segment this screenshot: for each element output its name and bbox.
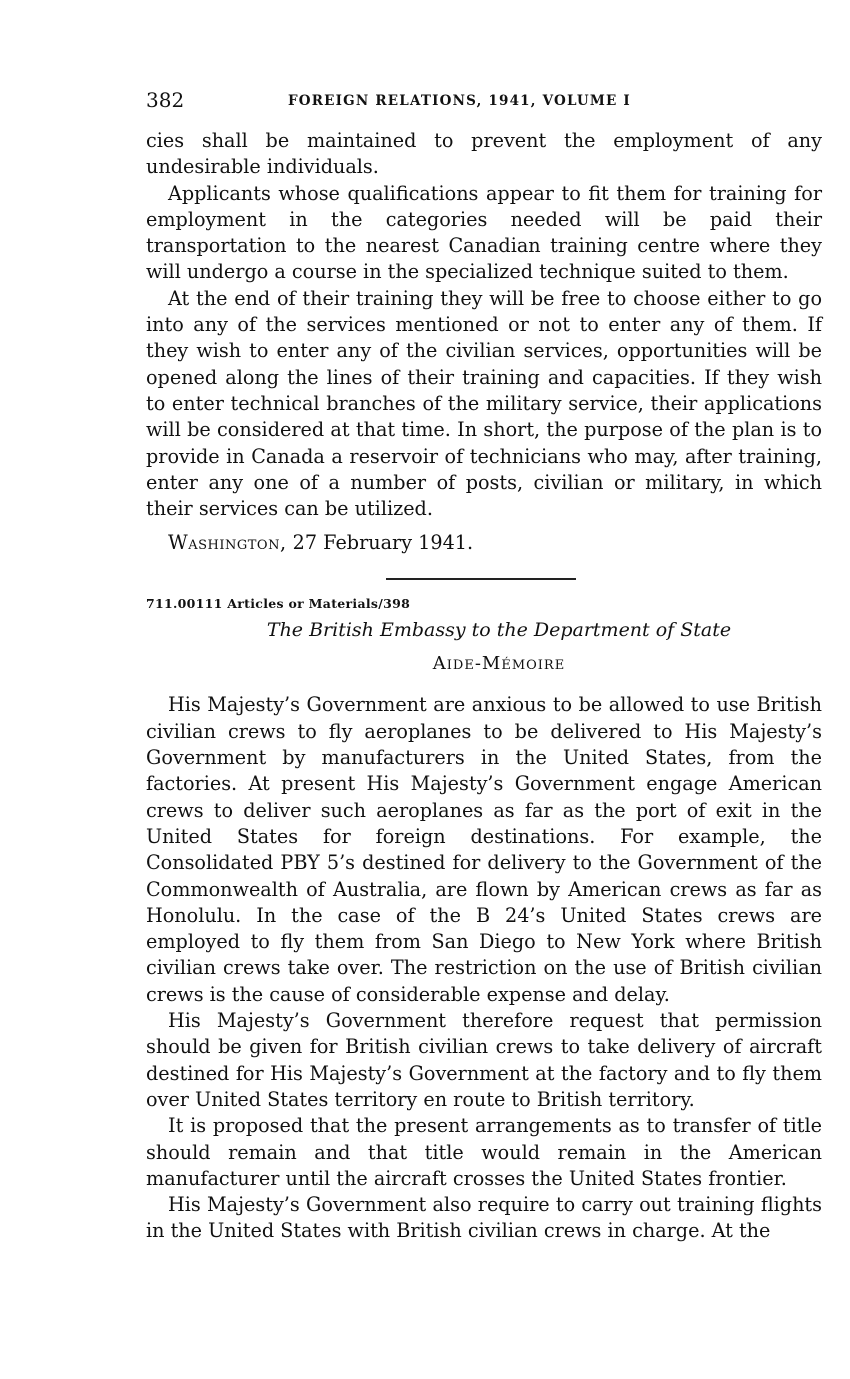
memo-body [146,692,822,1244]
paragraph: It is proposed that the present arrangements as to transfer of title should remain and that title would remain in the American manufacturer until the aircraft crosses the United States frontier. [146,1114,822,1190]
section-divider [386,578,576,580]
document-title: The British Embassy to the Department of State [266,619,732,642]
file-reference: 711.00111 Articles or Materials/398 [146,596,411,612]
page-number: 382 [146,88,185,112]
paragraph: Applicants whose qualifications appear to fit them for training for employment in the categories needed will be paid their transportation to the nearest Canadian training centre where they will undergo a course in the specialized technique suited to them. [146,181,822,284]
paragraph: At the end of their training they will be free to choose either to go into any of the services mentioned or not to enter any of them. If they wish to enter any of the civilian services, opportunities will be opened along the lines of their training and capacities. If they wish to enter technical branches of the military service, their applications will be considered at that time. In short, the purpose of the plan is to provide in Canada a reservoir of technicians who may, after training, enter any one of a number of posts, civilian or military, in which their services can be utilized. [146,286,822,521]
page-header [146,88,822,118]
document-page [146,88,822,1245]
dateline-place: Washington, [168,531,287,555]
dateline [146,530,822,556]
paragraph: His Majesty’s Government therefore request that permission should be given for British civilian crews to take delivery of aircraft destined for His Majesty’s Government at the factory and to fly them over United States territory en route to British territory. [146,1009,822,1111]
section-aide-memoire [146,596,822,1244]
paragraph-continued: cies shall be maintained to prevent the employment of any undesirable individuals. [146,129,822,179]
document-type: Aide-Mémoire [432,653,566,675]
dateline-date: 27 February 1941. [286,531,474,555]
paragraph: His Majesty’s Government are anxious to be allowed to use British civilian crews to fly aeroplanes to be delivered to His Majesty’s Government by manufacturers in the United States, from the factories. At present His Majesty’s Government engage American crews to deliver such aeroplanes as far as the port of exit in the United States for foreign destinations. For example, the Consolidated PBY 5’s destined for delivery to the Government of the Commonwealth of Australia, are flown by American crews as far as Honolulu. In the case of the B 24’s United States crews are employed to fly them from San Diego to New York where British civilian crews take over. The restriction on the use of British civilian crews is the cause of considerable expense and delay. [146,693,822,1006]
running-head: FOREIGN RELATIONS, 1941, VOLUME I [288,93,631,109]
paragraph: His Majesty’s Government also require to carry out training flights in the United States with British civilian crews in charge. At the [146,1193,822,1243]
section-canadian-plan [146,128,822,556]
